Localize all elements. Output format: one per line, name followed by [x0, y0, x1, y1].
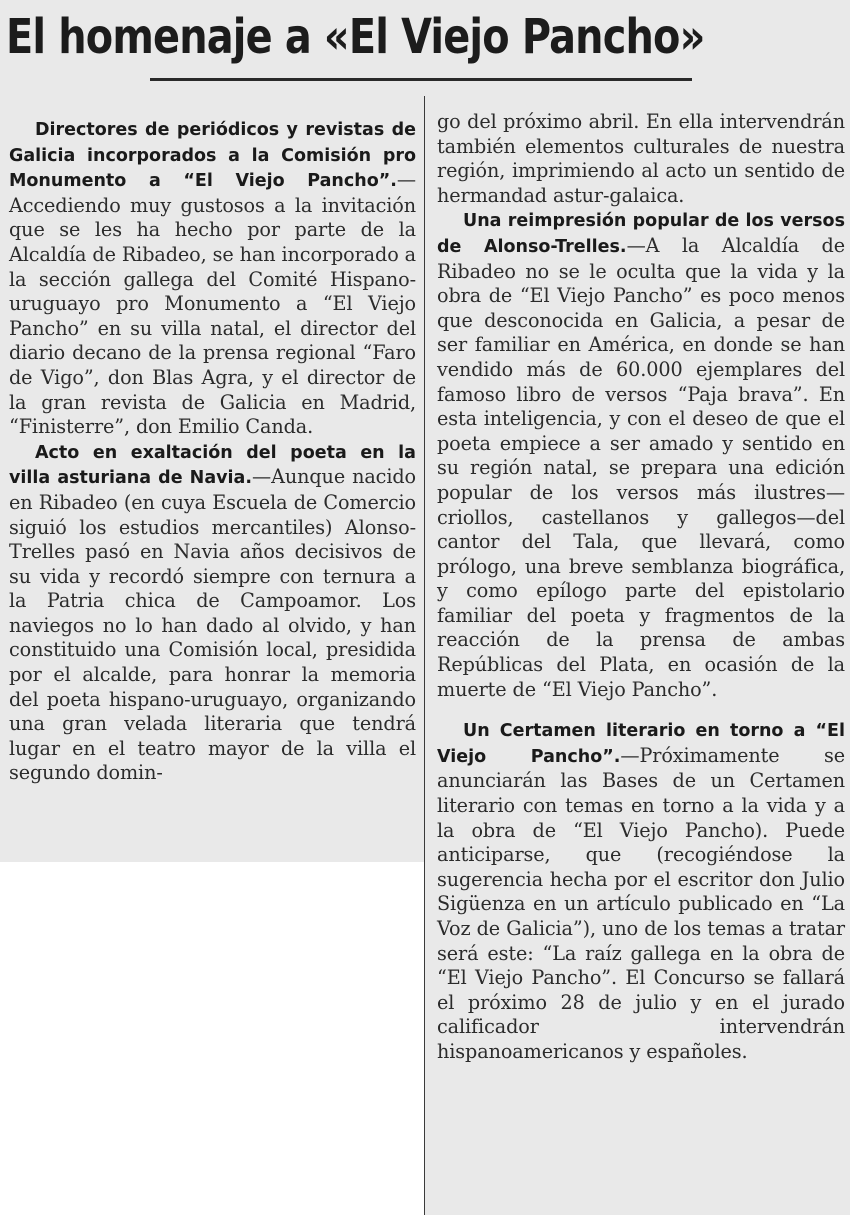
paragraph-certamen-text: —Próximamente se anunciarán las Bases de un Certamen literario con temas en torno a la vida y a la obra de “El Viejo Pancho). Puede anticiparse, que (recogiéndose la sugerencia hecha por el escritor don Julio Sigüenza en un artículo publicado en “La Voz de Galicia”), uno de los temas a tratar será este: “La raíz gallega en la obra de “El Viejo Pancho”. El Concurso se fallará el próximo 28 de julio y en el jurado calificador intervendrán hispanoamericanos y españoles.	[437, 743, 845, 1063]
subheading-certamen: Un Certamen literario en torno a “El Viejo Pancho”.	[437, 721, 845, 767]
subheading-reimpresion: Una reimpresión popular de los versos de Alonso-Trelles.	[437, 211, 845, 257]
subheading-directores: Directores de periódicos y revistas de Galicia incorporados a la Comisión pro Monumento a “El Viejo Pancho”.	[9, 120, 416, 192]
paragraph-navia-text: —Aunque nacido en Ribadeo (en cuya Escuela de Comercio siguió los estudios mercantiles) Alonso-Trelles pasó en Navia años decisivos de su vida y recordó siempre con ternura a la Patria chica de Campoamor. Los naviegos no lo han dado al olvido, y han constituido una Comisión local, presidida por el alcalde, para honrar la memoria del poeta hispano-uruguayo, organizando una gran velada literaria que tendrá lugar en el teatro mayor de la villa el segundo domin-	[9, 465, 416, 785]
paragraph-directores-text: — Accediendo muy gustosos a la invitación que se les ha hecho por parte de la Alcaldía de Ribadeo, se han incorporado a la sección gallega del Comité Hispano-uruguayo pro Monumento a “El Viejo Pancho” en su villa natal, el director del diario decano de la prensa regional “Faro de Vigo”, don Blas Agra, y el director de la gran revista de Galicia en Madrid, “Finisterre”, don Emilio Canda.	[9, 168, 416, 439]
paragraph-reimpresion	[437, 208, 845, 702]
paragraph-reimpresion-text: —A la Alcaldía de Ribadeo no se le oculta que la vida y la obra de “El Viejo Pancho” es poco menos que desconocida en Galicia, a pesar de ser familiar en América, en donde se han vendido más de 60.000 ejemplares del famoso libro de versos “Paja brava”. En esta inteligencia, y con el deseo de que el poeta empiece a ser amado y sentido en su región natal, se prepara una edición popular de los versos más ilustres—criollos, castellanos y gallegos—del cantor del Tala, que llevará, como prólogo, una breve semblanza biográfica, y como epílogo parte del epistolario familiar del poeta y fragmentos de la reacción de la prensa de ambas Repúblicas del Plata, en ocasión de la muerte de “El Viejo Pancho”.	[437, 233, 845, 701]
article-column-left	[9, 117, 416, 786]
headline-rule	[150, 78, 692, 81]
article-column-right	[437, 110, 845, 1065]
headline: El homenaje a «El Viejo Pancho»	[6, 9, 705, 65]
paragraph-navia	[9, 440, 416, 786]
subheading-navia: Acto en exaltación del poeta en la villa asturiana de Navia.	[9, 442, 416, 489]
paragraph-certamen	[437, 718, 845, 1064]
paragraph-directores	[9, 117, 416, 440]
paragraph-navia-continued: go del próximo abril. En ella intervendrán también elementos culturales de nuestra región, imprimiendo al acto un sentido de hermandad astur-galaica.	[437, 110, 845, 207]
column-divider	[424, 96, 425, 1215]
